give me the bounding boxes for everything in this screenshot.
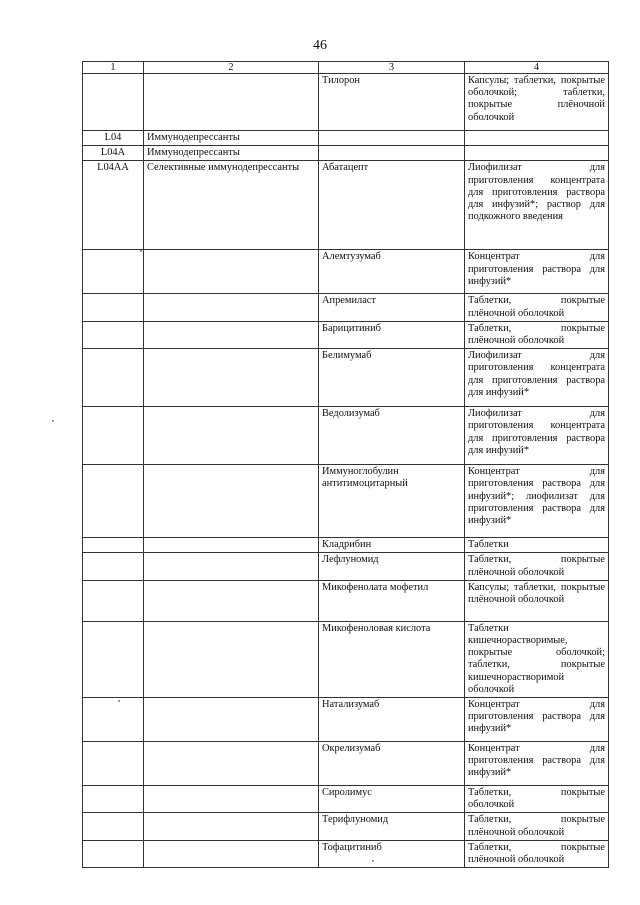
drug-name-cell: Иммуноглобулин антитимоцитарный (319, 465, 465, 538)
dosage-form-cell: Концентрат для приготовления раствора для инфузий*; лиофилизат для приготовления раствора для инфузий* (465, 465, 609, 538)
page-number: 46 (313, 38, 327, 53)
drug-name-cell: Апремиласт (319, 294, 465, 321)
table-row (83, 131, 609, 146)
atc-code-cell: L04A (83, 146, 144, 161)
group-name-cell (144, 840, 319, 867)
table-row (83, 742, 609, 786)
dosage-form-cell (465, 146, 609, 161)
group-name-cell (144, 621, 319, 697)
group-name-cell (144, 538, 319, 553)
table-row (83, 698, 609, 742)
atc-code-cell (83, 813, 144, 840)
drug-name-cell: Тофацитиниб (319, 840, 465, 867)
group-name-cell (144, 250, 319, 294)
atc-code-cell (83, 698, 144, 742)
drug-name-cell: Белимумаб (319, 349, 465, 407)
atc-code-cell (83, 294, 144, 321)
atc-code-cell (83, 621, 144, 697)
drug-name-cell (319, 146, 465, 161)
group-name-cell: Иммунодепрессанты (144, 131, 319, 146)
drug-name-cell: Лефлуномид (319, 553, 465, 580)
group-name-cell: Иммунодепрессанты (144, 146, 319, 161)
dosage-form-cell: Капсулы; таблетки, покрытые оболочкой; таблетки, покрытые плёночной оболочкой (465, 74, 609, 131)
table-row (83, 465, 609, 538)
drug-name-cell: Натализумаб (319, 698, 465, 742)
atc-code-cell (83, 840, 144, 867)
group-name-cell (144, 813, 319, 840)
group-name-cell: Селективные иммунодепрессанты (144, 161, 319, 250)
dosage-form-cell: Лиофилизат для приготовления концентрата для приготовления раствора для инфузий*; раствор для подкожного введения (465, 161, 609, 250)
drug-name-cell: Тилорон (319, 74, 465, 131)
drug-name-cell: Кладрибин (319, 538, 465, 553)
group-name-cell (144, 407, 319, 465)
dosage-form-cell: Таблетки, покрытые плёночной оболочкой (465, 294, 609, 321)
table-row (83, 349, 609, 407)
dosage-form-cell: Концентрат для приготовления раствора для инфузий* (465, 742, 609, 786)
column-header-1: 1 (83, 62, 144, 74)
drug-name-cell: Барицитиниб (319, 321, 465, 348)
dosage-form-cell: Таблетки, покрытые плёночной оболочкой (465, 840, 609, 867)
table-row (83, 294, 609, 321)
group-name-cell (144, 742, 319, 786)
atc-code-cell (83, 74, 144, 131)
table-row (83, 553, 609, 580)
group-name-cell (144, 786, 319, 813)
group-name-cell (144, 74, 319, 131)
scan-speck (140, 250, 142, 252)
dosage-form-cell: Таблетки (465, 538, 609, 553)
drug-name-cell: Сиролимус (319, 786, 465, 813)
atc-code-cell (83, 553, 144, 580)
dosage-form-cell: Таблетки, покрытые плёночной оболочкой (465, 813, 609, 840)
dosage-form-cell: Концентрат для приготовления раствора для инфузий* (465, 250, 609, 294)
dosage-form-cell: Капсулы; таблетки, покрытые плёночной оболочкой (465, 580, 609, 621)
table-row (83, 580, 609, 621)
group-name-cell (144, 321, 319, 348)
table-row (83, 161, 609, 250)
table-row (83, 538, 609, 553)
atc-code-cell (83, 786, 144, 813)
table-row (83, 146, 609, 161)
column-header-3: 3 (319, 62, 465, 74)
dosage-form-cell: Таблетки, покрытые плёночной оболочкой (465, 553, 609, 580)
header-row (83, 62, 609, 74)
atc-code-cell (83, 321, 144, 348)
table-row (83, 74, 609, 131)
atc-code-cell: L04AA (83, 161, 144, 250)
drug-name-cell: Алемтузумаб (319, 250, 465, 294)
column-header-2: 2 (144, 62, 319, 74)
drug-name-cell: Терифлуномид (319, 813, 465, 840)
table-row (83, 321, 609, 348)
atc-code-cell (83, 538, 144, 553)
drug-classification-table (82, 61, 609, 868)
table-row (83, 407, 609, 465)
column-header-4: 4 (465, 62, 609, 74)
group-name-cell (144, 553, 319, 580)
dosage-form-cell: Лиофилизат для приготовления концентрата для приготовления раствора для инфузий* (465, 349, 609, 407)
drug-name-cell: Абатацепт (319, 161, 465, 250)
group-name-cell (144, 294, 319, 321)
table-row (83, 786, 609, 813)
table-row (83, 250, 609, 294)
atc-code-cell (83, 465, 144, 538)
dosage-form-cell: Таблетки кишечнорастворимые, покрытые оболочкой; таблетки, покрытые кишечнорастворимой оболочкой (465, 621, 609, 697)
dosage-form-cell: Концентрат для приготовления раствора для инфузий* (465, 698, 609, 742)
dosage-form-cell: Лиофилизат для приготовления концентрата для приготовления раствора для инфузий* (465, 407, 609, 465)
atc-code-cell (83, 580, 144, 621)
dosage-form-cell (465, 131, 609, 146)
drug-name-cell: Ведолизумаб (319, 407, 465, 465)
drug-name-cell: Микофеноловая кислота (319, 621, 465, 697)
table-row (83, 840, 609, 867)
atc-code-cell (83, 407, 144, 465)
atc-code-cell (83, 742, 144, 786)
scan-speck (372, 860, 374, 862)
group-name-cell (144, 349, 319, 407)
group-name-cell (144, 465, 319, 538)
table-row (83, 621, 609, 697)
atc-code-cell: L04 (83, 131, 144, 146)
dosage-form-cell: Таблетки, покрытые плёночной оболочкой (465, 321, 609, 348)
dosage-form-cell: Таблетки, покрытые оболочкой (465, 786, 609, 813)
drug-name-cell (319, 131, 465, 146)
atc-code-cell (83, 349, 144, 407)
group-name-cell (144, 580, 319, 621)
drug-name-cell: Окрелизумаб (319, 742, 465, 786)
scan-speck (52, 420, 54, 422)
scan-speck (118, 700, 120, 702)
table-row (83, 813, 609, 840)
atc-code-cell (83, 250, 144, 294)
group-name-cell (144, 698, 319, 742)
drug-name-cell: Микофенолата мофетил (319, 580, 465, 621)
